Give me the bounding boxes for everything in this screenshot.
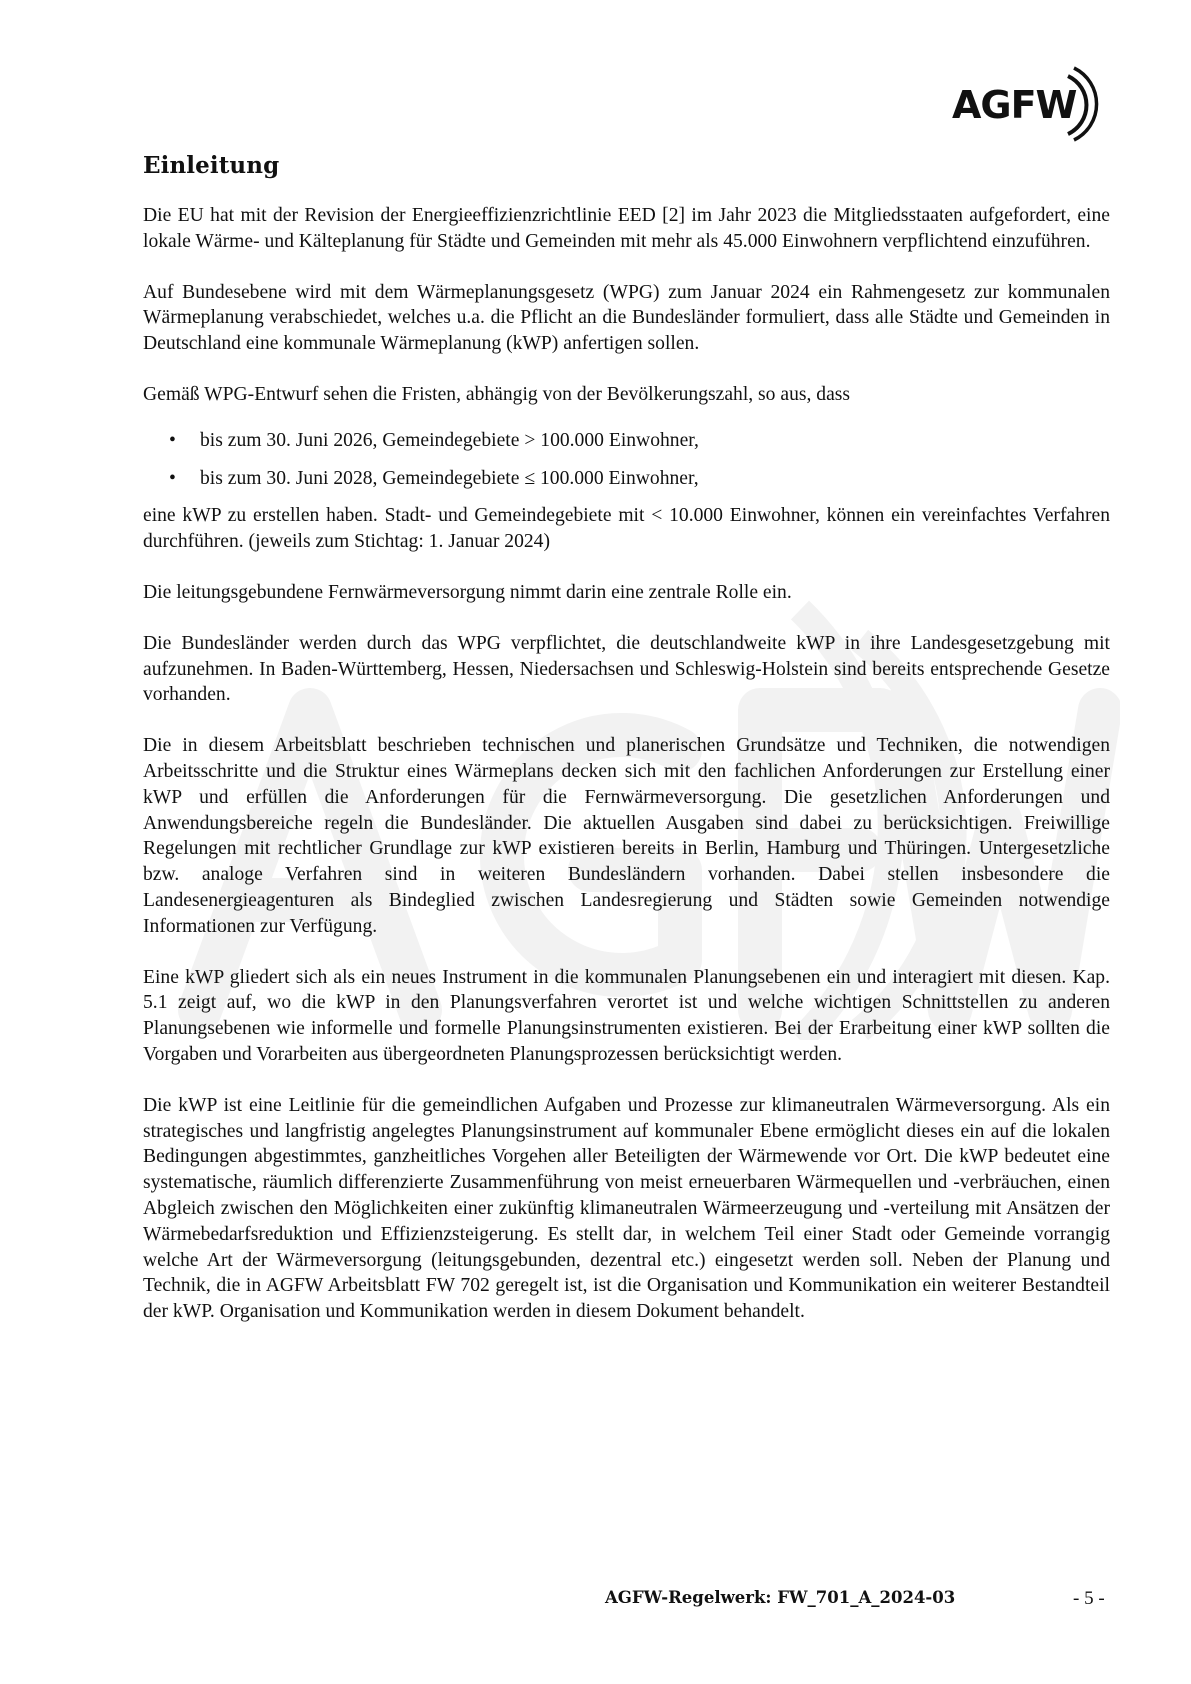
paragraph-district-heating-role: Die leitungsgebundene Fernwärmeversorgung nimmt darin eine zentrale Rolle ein. bbox=[143, 581, 792, 603]
paragraph-kwp-requirement: eine kWP zu erstellen haben. Stadt- und Gemeindegebiete mit < 10.000 Einwohner, können ein vereinfachtes Verfahren durchführen. (jeweils zum Stichtag: 1. Januar 2024) bbox=[143, 505, 1110, 553]
paragraph-worksheet-scope: Die in diesem Arbeitsblatt beschrieben technischen und planerischen Grundsätze und Techniken, die notwendigen Arbeitsschritte und die Struktur eines Wärmeplans decken sich mit den fachlichen Anforderungen zur Erstellung einer kWP und erfüllen die Anforderungen für die Fernwärmeversorgung. Die gesetzlichen Anforderungen und Anwendungsbereiche regeln die Bundesländer. Die aktuellen Ausgaben sind dabei zu berücksichtigen. Freiwillige Regelungen mit rechtlicher Grundlage zur kWP existieren bereits in Berlin, Hamburg und Thüringen. Untergesetzliche bzw. analoge Verfahren sind in weiteren Bundesländern vorhanden. Dabei stellen insbesondere die Landesenergieagenturen als Bindeglied zwischen Landesregierung und Städten sowie Gemeinden notwendige Informationen zur Verfügung. bbox=[143, 735, 1110, 937]
page-number: - 5 - bbox=[1073, 1588, 1105, 1609]
section-heading: Einleitung bbox=[143, 152, 280, 179]
page-footer bbox=[0, 1588, 1191, 1618]
paragraph-wpg-federal: Auf Bundesebene wird mit dem Wärmeplanungsgesetz (WPG) zum Januar 2024 ein Rahmengesetz zur kommunalen Wärmeplanung verabschiedet, welches u.a. die Pflicht an die Bundesländer formuliert, dass alle Städte und Gemeinden in Deutschland eine kommunale Wärmeplanung (kWP) anfertigen sollen. bbox=[143, 281, 1110, 355]
list-item-text: bis zum 30. Juni 2028, Gemeindegebiete ≤ 100.000 Einwohner, bbox=[200, 467, 699, 489]
paragraph-planning-levels: Eine kWP gliedert sich als ein neues Instrument in die kommunalen Planungsebenen ein und interagiert mit diesen. Kap. 5.1 zeigt auf, wo die kWP in den Planungsverfahren verortet ist und welche wichtigen Schnittstellen zu anderen Planungsebenen wie informelle und formelle Planungsinstrumenten existieren. Bei der Erarbeitung einer kWP sollten die Vorgaben und Vorarbeiten aus übergeordneten Planungsprozessen berücksichtigt werden. bbox=[143, 966, 1110, 1065]
paragraph-federal-states: Die Bundesländer werden durch das WPG verpflichtet, die deutschlandweite kWP in ihre Landesgesetzgebung mit aufzunehmen. In Baden-Württemberg, Hessen, Niedersachsen und Schleswig-Holstein sind bereits entsprechende Gesetze vorhanden. bbox=[143, 632, 1110, 706]
bullet-icon: • bbox=[169, 467, 176, 489]
list-item-text: bis zum 30. Juni 2026, Gemeindegebiete > 100.000 Einwohner, bbox=[200, 429, 699, 451]
paragraph-eu-revision: Die EU hat mit der Revision der Energieeffizienzrichtlinie EED [2] im Jahr 2023 die Mitgliedsstaaten aufgefordert, eine lokale Wärme- und Kälteplanung für Städte und Gemeinden mit mehr als 45.000 Einwohnern verpflichtend einzuführen. bbox=[143, 205, 1110, 252]
paragraph-kwp-guideline: Die kWP ist eine Leitlinie für die gemeindlichen Aufgaben und Prozesse zur klimaneutralen Wärmeversorgung. Als ein strategisches und langfristig angelegtes Planungsinstrument auf kommunaler Ebene ermöglicht dieses ein auf die lokalen Bedingungen abgestimmtes, ganzheitliches Vorgehen aller Beteiligten der Wärmewende vor Ort. Die kWP bedeutet eine systematische, räumlich differenzierte Zusammenführung von meist erneuerbaren Wärmequellen und -verbräuchen, einen Abgleich zwischen den Möglichkeiten einer zukünftig klimaneutralen Wärmeerzeugung und -verteilung mit Ansätzen der Wärmebedarfsreduktion und Effizienzsteigerung. Es stellt dar, in welchem Teil einer Stadt oder Gemeinde vorrangig welche Art der Wärmeversorgung (leitungsgebunden, dezentral etc.) eingesetzt werden soll. Neben der Planung und Technik, die in AGFW Arbeitsblatt FW 702 geregelt ist, ist die Organisation und Kommunikation ein weiterer Bestandteil der kWP. Organisation und Kommunikation werden in diesem Dokument behandelt. bbox=[143, 1094, 1110, 1323]
agfw-logo-icon bbox=[950, 62, 1110, 142]
list-item bbox=[143, 428, 1110, 454]
svg-text:AGFW: AGFW bbox=[952, 83, 1077, 127]
document-body bbox=[143, 152, 1110, 1350]
agfw-logo bbox=[950, 62, 1110, 142]
deadlines-list bbox=[143, 428, 1110, 492]
paragraph-deadlines-intro: Gemäß WPG-Entwurf sehen die Fristen, abhängig von der Bevölkerungszahl, so aus, dass bbox=[143, 383, 851, 405]
footer-document-id: AGFW-Regelwerk: FW_701_A_2024-03 bbox=[605, 1588, 956, 1607]
bullet-icon: • bbox=[169, 429, 176, 451]
list-item bbox=[143, 466, 1110, 492]
